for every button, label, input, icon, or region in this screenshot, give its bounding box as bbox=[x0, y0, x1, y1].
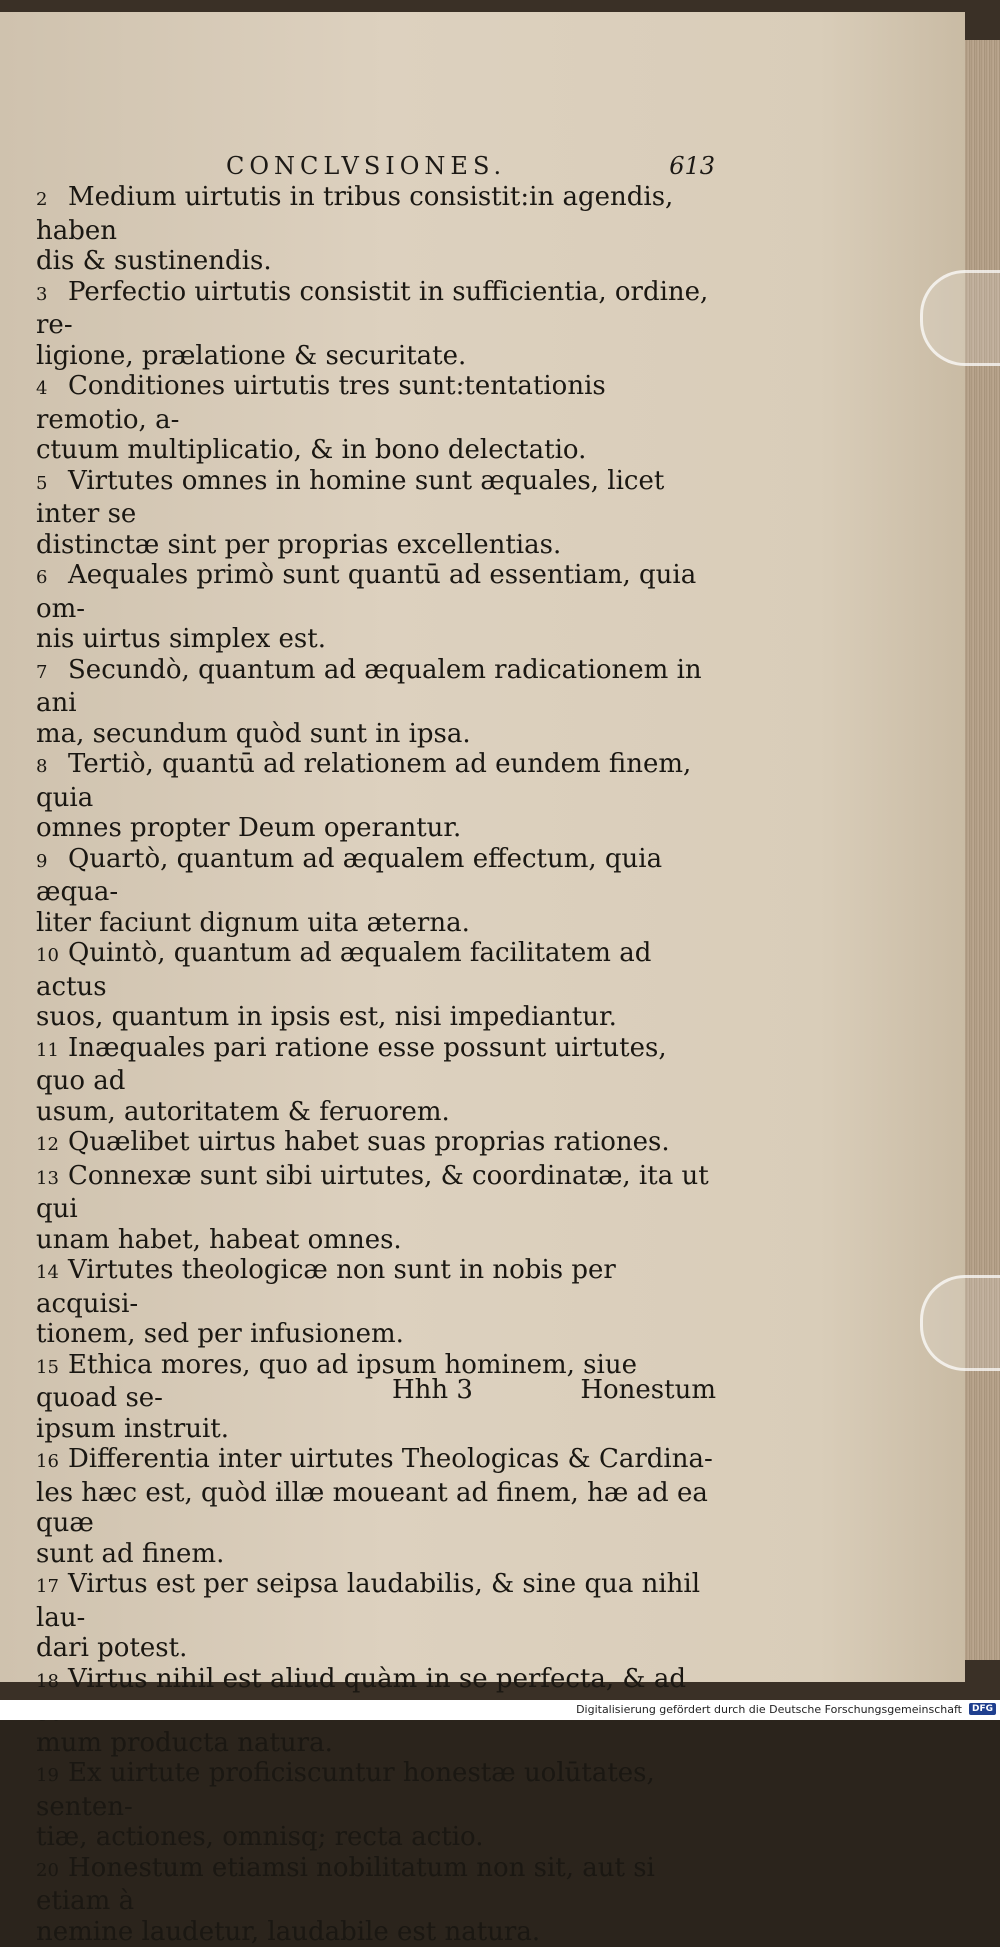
conclusion-line bbox=[36, 1033, 716, 1097]
conclusion-text: ipsum instruit. bbox=[36, 1414, 229, 1444]
conclusion-line bbox=[36, 1822, 716, 1853]
conclusion-number: 9 bbox=[36, 847, 68, 878]
conclusion-text: mum producta natura. bbox=[36, 1728, 333, 1758]
conclusion-text: Virtutes omnes in homine sunt æquales, licet inter se bbox=[36, 466, 664, 530]
conclusion-number: 6 bbox=[36, 563, 68, 594]
conclusion-number: 8 bbox=[36, 752, 68, 783]
conclusion-line bbox=[36, 1161, 716, 1225]
conclusion-line bbox=[36, 844, 716, 908]
page-number: 613 bbox=[669, 152, 715, 180]
conclusion-line bbox=[36, 813, 716, 844]
page-footer bbox=[36, 1375, 716, 1407]
conclusion-text: ctuum multiplicatio, & in bono delectatio. bbox=[36, 435, 586, 465]
conclusion-text: ligione, prælatione & securitate. bbox=[36, 341, 466, 371]
conclusion-line bbox=[36, 246, 716, 277]
conclusion-line bbox=[36, 466, 716, 530]
conclusion-line bbox=[36, 1917, 716, 1947]
conclusion-text: suos, quantum in ipsis est, nisi impediantur. bbox=[36, 1002, 617, 1032]
conclusion-line bbox=[36, 1478, 716, 1539]
conclusion-line bbox=[36, 655, 716, 719]
conclusion-number: 3 bbox=[36, 280, 68, 311]
conclusion-line bbox=[36, 1853, 716, 1917]
conclusion-line bbox=[36, 624, 716, 655]
conclusion-text: Perfectio uirtutis consistit in sufficientia, ordine, re- bbox=[36, 277, 708, 341]
conclusions-list bbox=[36, 182, 716, 1947]
conclusion-text: Inæquales pari ratione esse possunt uirtutes, quo ad bbox=[36, 1033, 667, 1097]
conclusion-number: 11 bbox=[36, 1036, 68, 1067]
conclusion-line bbox=[36, 277, 716, 341]
page-clip-bottom bbox=[920, 1275, 1000, 1371]
conclusion-text: Aequales primò sunt quantū ad essentiam, quia om- bbox=[36, 560, 696, 624]
conclusion-number: 18 bbox=[36, 1667, 68, 1698]
conclusion-number: 13 bbox=[36, 1164, 68, 1195]
conclusion-text: Medium uirtutis in tribus consistit:in agendis, haben bbox=[36, 182, 673, 246]
conclusion-line bbox=[36, 719, 716, 750]
conclusion-line bbox=[36, 908, 716, 939]
conclusion-text: Secundò, quantum ad æqualem radicationem in ani bbox=[36, 655, 702, 719]
conclusion-line bbox=[36, 530, 716, 561]
conclusion-number: 5 bbox=[36, 469, 68, 500]
conclusion-line bbox=[36, 341, 716, 372]
conclusion-line bbox=[36, 1539, 716, 1570]
conclusion-line bbox=[36, 1633, 716, 1664]
conclusion-number: 17 bbox=[36, 1572, 68, 1603]
conclusion-text: dari potest. bbox=[36, 1633, 187, 1663]
conclusion-line bbox=[36, 1127, 716, 1161]
page-header bbox=[60, 152, 715, 184]
conclusion-text: Connexæ sunt sibi uirtutes, & coordinatæ, ita ut qui bbox=[36, 1161, 709, 1225]
conclusion-text: Tertiò, quantū ad relationem ad eundem finem, quia bbox=[36, 749, 691, 813]
conclusion-line bbox=[36, 1097, 716, 1128]
conclusion-text: Ex uirtute proficiscuntur honestæ uolūtates, senten- bbox=[36, 1758, 655, 1822]
conclusion-line bbox=[36, 435, 716, 466]
conclusion-text: nemine laudetur, laudabile est natura. bbox=[36, 1917, 540, 1947]
conclusion-line bbox=[36, 1255, 716, 1319]
page-clip-top bbox=[920, 270, 1000, 366]
conclusion-number: 7 bbox=[36, 658, 68, 689]
conclusion-text: Virtus nihil est aliud quàm in se perfecta, & ad bbox=[36, 1664, 686, 1728]
running-title: CONCLVSIONES. bbox=[226, 152, 506, 180]
conclusion-text: distinctæ sint per proprias excellentias. bbox=[36, 530, 561, 560]
catchword: Honestum bbox=[580, 1375, 716, 1405]
conclusion-text: Honestum etiamsi nobilitatum non sit, aut si etiam à bbox=[36, 1853, 655, 1917]
conclusion-line bbox=[36, 1444, 716, 1478]
conclusion-number: 15 bbox=[36, 1353, 68, 1384]
conclusion-text: Quælibet uirtus habet suas proprias rationes. bbox=[68, 1127, 670, 1157]
conclusion-line bbox=[36, 1569, 716, 1633]
digitization-credit bbox=[0, 1700, 1000, 1720]
conclusion-text: usum, autoritatem & feruorem. bbox=[36, 1097, 450, 1127]
conclusion-line bbox=[36, 1002, 716, 1033]
conclusion-number: 12 bbox=[36, 1130, 68, 1161]
conclusion-text: sunt ad finem. bbox=[36, 1539, 224, 1569]
conclusion-line bbox=[36, 371, 716, 435]
conclusion-line bbox=[36, 938, 716, 1002]
conclusion-text: Ethica mores, quo ad ipsum hominem, siue quoad se- bbox=[36, 1350, 637, 1414]
conclusion-number: 16 bbox=[36, 1447, 68, 1478]
conclusion-text: Virtus est per seipsa laudabilis, & sine qua nihil lau- bbox=[36, 1569, 700, 1633]
conclusion-text: unam habet, habeat omnes. bbox=[36, 1225, 402, 1255]
conclusion-number: 10 bbox=[36, 941, 68, 972]
conclusion-line bbox=[36, 1414, 716, 1445]
conclusion-text: ma, secundum quòd sunt in ipsa. bbox=[36, 719, 471, 749]
conclusion-number: 20 bbox=[36, 1856, 68, 1887]
conclusion-text: les hæc est, quòd illæ moueant ad finem, hæ ad ea quæ bbox=[36, 1478, 708, 1539]
conclusion-text: dis & sustinendis. bbox=[36, 246, 272, 276]
conclusion-number: 19 bbox=[36, 1761, 68, 1792]
conclusion-line bbox=[36, 1225, 716, 1256]
dfg-logo: DFG bbox=[969, 1703, 996, 1715]
conclusion-text: Virtutes theologicæ non sunt in nobis per acquisi- bbox=[36, 1255, 616, 1319]
conclusion-text: Quartò, quantum ad æqualem effectum, quia æqua- bbox=[36, 844, 662, 908]
credit-text: Digitalisierung gefördert durch die Deutsche Forschungsgemeinschaft bbox=[576, 1703, 962, 1716]
conclusion-text: Differentia inter uirtutes Theologicas & Cardina- bbox=[68, 1444, 713, 1474]
conclusion-number: 2 bbox=[36, 185, 68, 216]
signature-mark: Hhh 3 bbox=[392, 1375, 473, 1405]
conclusion-text: nis uirtus simplex est. bbox=[36, 624, 326, 654]
conclusion-number: 4 bbox=[36, 374, 68, 405]
conclusion-text: tionem, sed per infusionem. bbox=[36, 1319, 404, 1349]
conclusion-number: 14 bbox=[36, 1258, 68, 1289]
conclusion-text: Quintò, quantum ad æqualem facilitatem ad actus bbox=[36, 938, 651, 1002]
conclusion-text: Conditiones uirtutis tres sunt:tentationis remotio, a- bbox=[36, 371, 606, 435]
conclusion-text: omnes propter Deum operantur. bbox=[36, 813, 461, 843]
conclusion-line bbox=[36, 1728, 716, 1759]
conclusion-line bbox=[36, 182, 716, 246]
conclusion-line bbox=[36, 560, 716, 624]
conclusion-line bbox=[36, 1319, 716, 1350]
conclusion-text: liter faciunt dignum uita æterna. bbox=[36, 908, 470, 938]
conclusion-line bbox=[36, 749, 716, 813]
conclusion-line bbox=[36, 1758, 716, 1822]
conclusion-text: tiæ, actiones, omnisq; recta actio. bbox=[36, 1822, 483, 1852]
